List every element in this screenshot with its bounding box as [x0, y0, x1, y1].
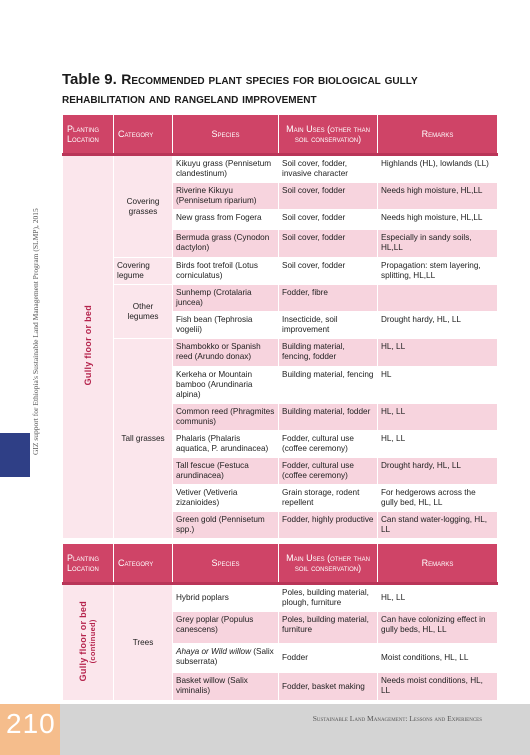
remarks-cell: Needs high moisture, HL,LL — [378, 183, 498, 210]
uses-cell: Fodder — [279, 644, 378, 673]
header-species: Species — [173, 115, 279, 155]
species-text: (Salix subserrata) — [176, 647, 274, 666]
species-cell: Fish bean (Tephrosia vogelii) — [173, 312, 279, 339]
species-cell: New grass from Fogera — [173, 210, 279, 230]
species-cell: Phalaris (Phalaris aquatica, P. arundinacea) — [173, 431, 279, 458]
remarks-cell: HL, LL — [378, 339, 498, 367]
uses-cell: Fodder, cultural use (coffee ceremony) — [279, 458, 378, 485]
remarks-cell: Moist conditions, HL, LL — [378, 644, 498, 673]
table-row — [63, 584, 498, 612]
category-cell: Tall grasses — [114, 339, 173, 539]
species-cell: Birds foot trefoil (Lotus corniculatus) — [173, 258, 279, 285]
species-cell: Tall fescue (Festuca arundinacea) — [173, 458, 279, 485]
header-uses: Main Uses (other than soil conservation) — [279, 544, 378, 584]
uses-cell: Fodder, basket making — [279, 673, 378, 701]
species-cell: Riverine Kikuyu (Pennisetum riparium) — [173, 183, 279, 210]
uses-cell: Building material, fencing, fodder — [279, 339, 378, 367]
table-row — [63, 339, 498, 367]
remarks-cell: HL — [378, 367, 498, 404]
species-table-2 — [62, 543, 498, 701]
table-title-prefix: Table 9. — [62, 71, 117, 88]
header-remarks: Remarks — [378, 544, 498, 584]
species-cell: Sunhemp (Crotalaria juncea) — [173, 285, 279, 312]
category-cell: Covering grasses — [114, 155, 173, 258]
remarks-cell — [378, 285, 498, 312]
table-row — [63, 258, 498, 285]
location-cell — [63, 584, 114, 701]
uses-cell: Fodder, fibre — [279, 285, 378, 312]
species-cell: Basket willow (Salix viminalis) — [173, 673, 279, 701]
side-color-bar — [0, 433, 30, 477]
remarks-cell: Drought hardy, HL, LL — [378, 312, 498, 339]
uses-cell: Soil cover, fodder, invasive character — [279, 155, 378, 183]
remarks-cell: Highlands (HL), lowlands (LL) — [378, 155, 498, 183]
uses-cell: Fodder, cultural use (coffee ceremony) — [279, 431, 378, 458]
species-cell — [173, 644, 279, 673]
uses-cell: Poles, building material, furniture — [279, 612, 378, 644]
species-cell: Vetiver (Vetiveria zizanioides) — [173, 485, 279, 512]
location-label: Gully floor or bed — [83, 305, 93, 386]
species-cell: Green gold (Pennisetum spp.) — [173, 512, 279, 539]
remarks-cell: Drought hardy, HL, LL — [378, 458, 498, 485]
species-cell: Hybrid poplars — [173, 584, 279, 612]
location-cell — [63, 155, 114, 539]
remarks-cell: Needs high moisture, HL,LL — [378, 210, 498, 230]
remarks-cell: HL, LL — [378, 431, 498, 458]
remarks-cell: Propagation: stem layering, splitting, HL,LL — [378, 258, 498, 285]
uses-cell: Grain storage, rodent repellent — [279, 485, 378, 512]
location-note: (continued) — [88, 618, 97, 664]
footer-bar — [60, 704, 530, 755]
side-running-head — [31, 208, 41, 465]
remarks-cell: Needs moist conditions, HL, LL — [378, 673, 498, 701]
header-species: Species — [173, 544, 279, 584]
table-row — [63, 285, 498, 312]
species-table-1 — [62, 114, 498, 539]
species-italic: Ahaya or Wild willow — [176, 647, 252, 656]
category-cell: Other legumes — [114, 285, 173, 339]
species-cell: Shambokko or Spanish reed (Arundo donax) — [173, 339, 279, 367]
remarks-cell: Especially in sandy soils, HL,LL — [378, 230, 498, 258]
uses-cell: Building material, fencing — [279, 367, 378, 404]
uses-cell: Poles, building material, plough, furniture — [279, 584, 378, 612]
remarks-cell: Can stand water-logging, HL, LL — [378, 512, 498, 539]
header-location: Planting Location — [63, 115, 114, 155]
header-category: Category — [114, 544, 173, 584]
remarks-cell: HL, LL — [378, 404, 498, 431]
uses-cell: Insecticide, soil improvement — [279, 312, 378, 339]
category-cell: Trees — [114, 584, 173, 701]
location-label-text: Gully floor or bed — [78, 600, 88, 682]
uses-cell: Soil cover, fodder — [279, 230, 378, 258]
uses-cell: Soil cover, fodder — [279, 183, 378, 210]
uses-cell: Soil cover, fodder — [279, 210, 378, 230]
species-cell: Bermuda grass (Cynodon dactylon) — [173, 230, 279, 258]
running-title: Sustainable Land Management: Lessons and Experiences — [312, 714, 482, 723]
table-title — [62, 70, 502, 108]
header-uses: Main Uses (other than soil conservation) — [279, 115, 378, 155]
remarks-cell: For hedgerows across the gully bed, HL, LL — [378, 485, 498, 512]
header-location: Planting Location — [63, 544, 114, 584]
species-cell: Kerkeha or Mountain bamboo (Arundinaria alpina) — [173, 367, 279, 404]
page-number: 210 — [6, 708, 56, 739]
table-row — [63, 155, 498, 183]
category-cell: Covering legume — [114, 258, 173, 285]
species-cell: Kikuyu grass (Pennisetum clandestinum) — [173, 155, 279, 183]
uses-cell: Fodder, highly productive — [279, 512, 378, 539]
table-title-text: Recommended plant species for biological gully rehabilitation and rangeland improvement — [62, 71, 418, 106]
uses-cell: Soil cover, fodder — [279, 258, 378, 285]
location-label — [78, 601, 98, 681]
remarks-cell: Can have colonizing effect in gully beds, HL, LL — [378, 612, 498, 644]
species-cell: Grey poplar (Populus canescens) — [173, 612, 279, 644]
table-header-row — [63, 544, 498, 584]
table-header-row — [63, 115, 498, 155]
header-remarks: Remarks — [378, 115, 498, 155]
remarks-cell: HL, LL — [378, 584, 498, 612]
uses-cell: Building material, fodder — [279, 404, 378, 431]
side-running-head-text: GIZ support for Ethiopia's Sustainable Land Management Program (SLMP), 2015 — [31, 208, 40, 455]
species-cell: Common reed (Phragmites communis) — [173, 404, 279, 431]
header-category: Category — [114, 115, 173, 155]
